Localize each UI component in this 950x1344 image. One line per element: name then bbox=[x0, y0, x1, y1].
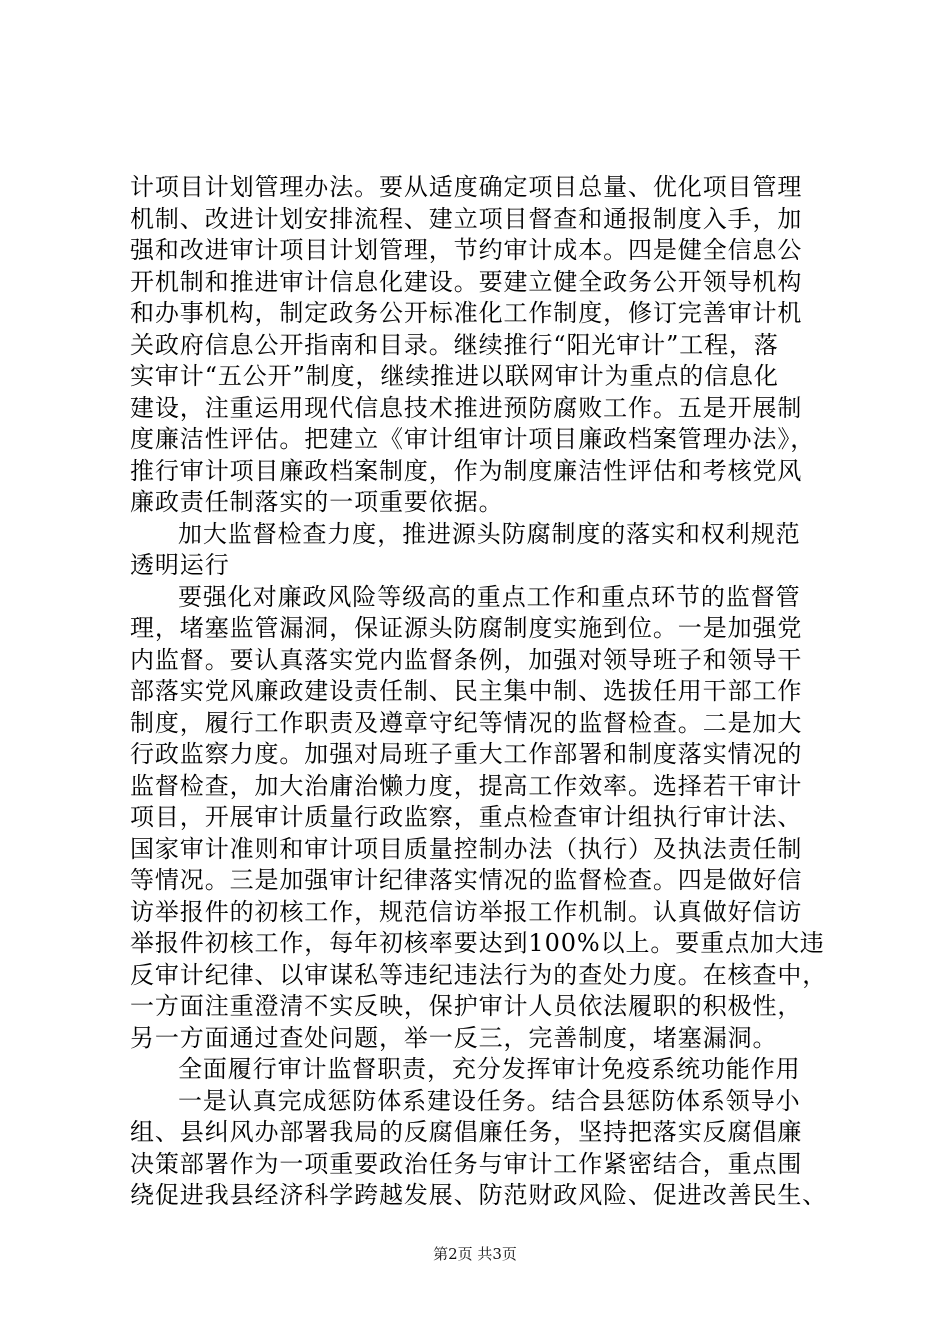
text-line: 制度，履行工作职责及遵章守纪等情况的监督检查。二是加大 bbox=[130, 708, 803, 737]
page-footer: 第2页 共3页 bbox=[433, 1245, 517, 1263]
text-line: 项目，开展审计质量行政监察，重点检查审计组执行审计法、 bbox=[130, 803, 803, 831]
text-line: 举报件初核工作，每年初核率要达到100%以上。要重点加大违 bbox=[130, 929, 825, 957]
text-line: 开机制和推进审计信息化建设。要建立健全政务公开领导机构 bbox=[130, 267, 803, 296]
text-line: 和办事机构，制定政务公开标准化工作制度，修订完善审计机 bbox=[130, 299, 803, 327]
text-line: 监督检查，加大治庸治懒力度，提高工作效率。选择若干审计 bbox=[130, 771, 803, 800]
text-line: 实审计“五公开”制度，继续推进以联网审计为重点的信息化 bbox=[130, 362, 779, 390]
text-line: 建设，注重运用现代信息技术推进预防腐败工作。五是开展制 bbox=[130, 393, 803, 422]
paragraph-first-line: 要强化对廉政风险等级高的重点工作和重点环节的监督管 bbox=[178, 582, 801, 611]
text-line: 廉政责任制落实的一项重要依据。 bbox=[130, 488, 504, 516]
text-line: 反审计纪律、以审谋私等违纪违法行为的查处力度。在核查中， bbox=[130, 960, 828, 989]
text-line: 透明运行 bbox=[130, 551, 230, 579]
text-line: 度廉洁性评估。把建立《审计组审计项目廉政档案管理办法》， bbox=[130, 425, 816, 453]
text-line: 国家审计准则和审计项目质量控制办法（执行）及执法责任制 bbox=[130, 834, 803, 863]
paragraph-first-line: 全面履行审计监督职责，充分发挥审计免疫系统功能作用 bbox=[178, 1055, 801, 1083]
text-line: 计项目计划管理办法。要从适度确定项目总量、优化项目管理 bbox=[130, 173, 803, 201]
document-body bbox=[130, 172, 830, 1212]
text-line: 组、县纠风办部署我局的反腐倡廉任务，坚持把落实反腐倡廉 bbox=[130, 1118, 803, 1146]
text-line: 等情况。三是加强审计纪律落实情况的监督检查。四是做好信 bbox=[130, 866, 803, 894]
text-line: 关政府信息公开指南和目录。继续推行“阳光审计”工程，落 bbox=[130, 330, 779, 359]
text-line: 机制、改进计划安排流程、建立项目督查和通报制度入手，加 bbox=[130, 204, 803, 233]
text-line: 部落实党风廉政建设责任制、民主集中制、选拔任用干部工作 bbox=[130, 677, 803, 705]
text-line: 理，堵塞监管漏洞，保证源头防腐制度实施到位。一是加强党 bbox=[130, 614, 803, 642]
text-line: 另一方面通过查处问题，举一反三，完善制度，堵塞漏洞。 bbox=[130, 1023, 778, 1052]
text-line: 访举报件的初核工作，规范信访举报工作机制。认真做好信访 bbox=[130, 897, 803, 926]
text-line: 行政监察力度。加强对局班子重大工作部署和制度落实情况的 bbox=[130, 740, 803, 768]
text-line: 绕促进我县经济科学跨越发展、防范财政风险、促进改善民生、 bbox=[130, 1181, 828, 1209]
text-line: 强和改进审计项目计划管理，节约审计成本。四是健全信息公 bbox=[130, 236, 803, 264]
text-line: 推行审计项目廉政档案制度，作为制度廉洁性评估和考核党风 bbox=[130, 456, 803, 485]
paragraph-first-line: 一是认真完成惩防体系建设任务。结合县惩防体系领导小 bbox=[178, 1086, 801, 1115]
text-line: 决策部署作为一项重要政治任务与审计工作紧密结合，重点围 bbox=[130, 1149, 803, 1178]
text-line: 一方面注重澄清不实反映，保护审计人员依法履职的积极性， bbox=[130, 992, 803, 1020]
text-line: 内监督。要认真落实党内监督条例，加强对领导班子和领导干 bbox=[130, 645, 803, 674]
paragraph-first-line: 加大监督检查力度，推进源头防腐制度的落实和权利规范 bbox=[178, 519, 801, 548]
